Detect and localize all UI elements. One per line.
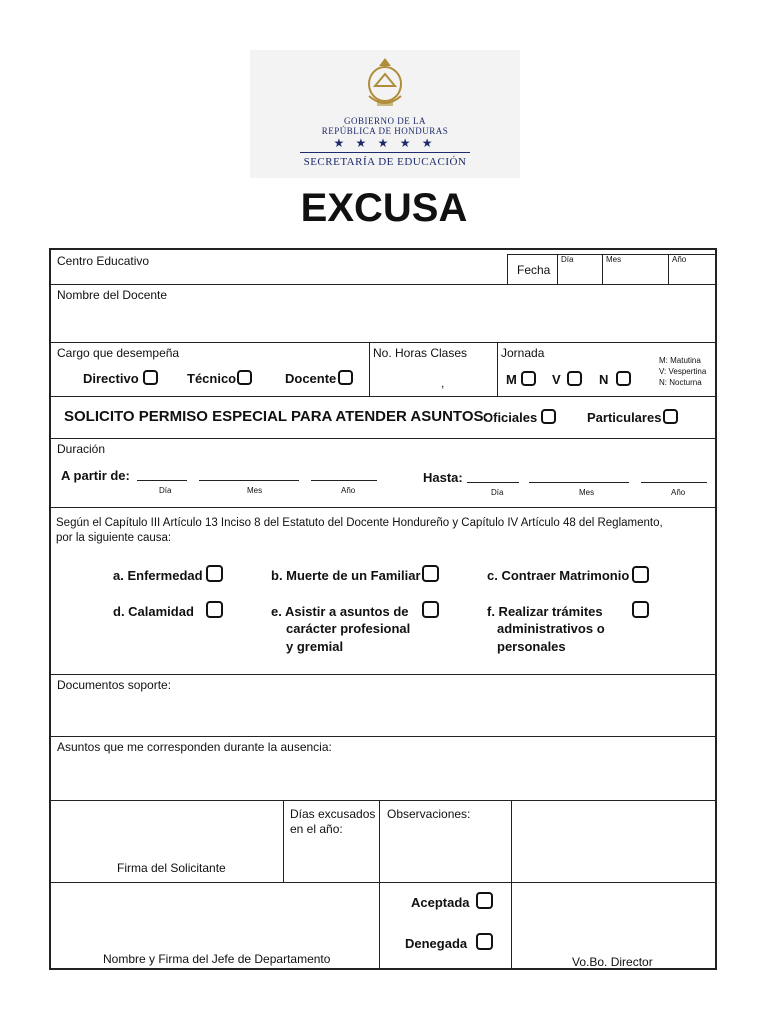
causa-tramites-label-3: personales	[497, 639, 566, 654]
causa-asuntos-checkbox[interactable]	[422, 601, 439, 618]
hasta-label: Hasta:	[423, 470, 463, 485]
divider	[283, 800, 284, 882]
asuntos-ausencia-field[interactable]	[57, 758, 707, 796]
hasta-mes-label: Mes	[579, 488, 595, 497]
hasta-dia-label: Día	[491, 488, 504, 497]
jornada-n-label: N	[599, 372, 609, 387]
excusa-form	[49, 248, 717, 970]
legend-vespertina: V: Vespertina	[659, 367, 707, 376]
aceptada-checkbox[interactable]	[476, 892, 493, 909]
causa-calamidad-checkbox[interactable]	[206, 601, 223, 618]
fecha-mes-field[interactable]	[606, 266, 666, 282]
causa-tramites-checkbox[interactable]	[632, 601, 649, 618]
dias-excusados-label-1: Días excusados	[290, 807, 376, 821]
desde-dia-field[interactable]	[137, 480, 187, 481]
coat-of-arms-icon	[363, 56, 407, 112]
particulares-label: Particulares	[587, 410, 662, 425]
causa-asuntos-label-3: y gremial	[286, 639, 344, 654]
jornada-m-label: M	[506, 372, 517, 387]
observaciones-label: Observaciones:	[387, 807, 471, 821]
divider	[51, 284, 717, 285]
fecha-anio-label: Año	[672, 255, 687, 264]
solicito-heading: SOLICITO PERMISO ESPECIAL PARA ATENDER ASUNTOS:	[64, 408, 489, 425]
articulo-text-line2: por la siguiente causa:	[56, 532, 172, 544]
nombre-docente-field[interactable]	[57, 306, 707, 338]
causa-enfermedad-label: a. Enfermedad	[113, 568, 203, 583]
stars-icon: ★ ★ ★ ★ ★	[333, 136, 437, 150]
divider	[668, 254, 669, 284]
docente-checkbox[interactable]	[338, 370, 353, 385]
divider	[602, 254, 603, 284]
documentos-soporte-label: Documentos soporte:	[57, 678, 172, 692]
legend-matutina: M: Matutina	[659, 356, 701, 365]
hasta-anio-label: Año	[671, 488, 686, 497]
divider	[51, 438, 717, 439]
causa-muerte-checkbox[interactable]	[422, 565, 439, 582]
divider	[51, 882, 717, 883]
hasta-dia-field[interactable]	[467, 482, 519, 483]
observaciones-field[interactable]	[387, 826, 507, 878]
dias-excusados-label-2: en el año:	[290, 822, 343, 836]
desde-anio-field[interactable]	[311, 480, 377, 481]
particulares-checkbox[interactable]	[663, 409, 678, 424]
causa-asuntos-label-2: carácter profesional	[286, 621, 411, 636]
divider	[557, 254, 558, 284]
nombre-docente-label: Nombre del Docente	[57, 288, 168, 302]
logo-divider	[300, 152, 470, 153]
tecnico-checkbox[interactable]	[237, 370, 252, 385]
directivo-checkbox[interactable]	[143, 370, 158, 385]
causa-enfermedad-checkbox[interactable]	[206, 565, 223, 582]
divider	[379, 800, 380, 970]
causa-matrimonio-label: c. Contraer Matrimonio	[487, 568, 630, 583]
jornada-v-label: V	[552, 372, 561, 387]
horas-clases-value[interactable]: ,	[441, 376, 445, 390]
vobo-director-label: Vo.Bo. Director	[572, 955, 653, 969]
articulo-text-line1: Según el Capítulo III Artículo 13 Inciso 8 del Estatuto del Docente Hondureño y Capítulo IV Artículo 48 del Reglamento,	[56, 517, 663, 529]
page-title: EXCUSA	[300, 186, 468, 230]
divider	[511, 800, 512, 970]
causa-tramites-label-1: f. Realizar trámites	[487, 604, 603, 619]
jefe-departamento-label: Nombre y Firma del Jefe de Departamento	[103, 952, 331, 966]
causa-tramites-label-2: administrativos o	[497, 621, 605, 636]
causa-matrimonio-checkbox[interactable]	[632, 566, 649, 583]
jornada-m-checkbox[interactable]	[521, 371, 536, 386]
directivo-label: Directivo	[83, 371, 139, 386]
divider	[51, 396, 717, 397]
hasta-anio-field[interactable]	[641, 482, 707, 483]
jornada-label: Jornada	[501, 346, 545, 360]
secretaria-label: SECRETARÍA DE EDUCACIÓN	[303, 156, 467, 168]
aceptada-label: Aceptada	[411, 895, 470, 910]
denegada-label: Denegada	[405, 936, 468, 951]
duracion-label: Duración	[57, 442, 106, 456]
fecha-label: Fecha	[517, 263, 551, 277]
divider	[51, 507, 717, 508]
jornada-v-checkbox[interactable]	[567, 371, 582, 386]
oficiales-checkbox[interactable]	[541, 409, 556, 424]
causa-asuntos-label-1: e. Asistir a asuntos de	[271, 604, 409, 619]
tecnico-label: Técnico	[187, 371, 237, 386]
docente-label: Docente	[285, 371, 337, 386]
divider	[51, 342, 717, 343]
jornada-n-checkbox[interactable]	[616, 371, 631, 386]
divider	[51, 674, 717, 675]
horas-clases-label: No. Horas Clases	[373, 346, 468, 360]
fecha-dia-label: Día	[561, 255, 574, 264]
centro-educativo-label: Centro Educativo	[57, 254, 150, 268]
desde-mes-label: Mes	[247, 486, 263, 495]
hasta-mes-field[interactable]	[529, 482, 629, 483]
cargo-label: Cargo que desempeña	[57, 346, 180, 360]
desde-dia-label: Día	[159, 486, 172, 495]
oficiales-label: Oficiales	[483, 410, 538, 425]
divider	[507, 254, 508, 284]
documentos-soporte-field[interactable]	[57, 696, 707, 732]
government-logo	[250, 50, 520, 178]
divider	[497, 342, 498, 396]
asuntos-ausencia-label: Asuntos que me corresponden durante la ausencia:	[57, 740, 332, 754]
fecha-mes-label: Mes	[606, 255, 622, 264]
desde-anio-label: Año	[341, 486, 356, 495]
causa-calamidad-label: d. Calamidad	[113, 604, 194, 619]
fecha-anio-field[interactable]	[672, 266, 714, 282]
divider	[51, 800, 717, 801]
firma-solicitante-label: Firma del Solicitante	[117, 861, 226, 875]
desde-mes-field[interactable]	[199, 480, 299, 481]
divider	[51, 736, 717, 737]
firma-solicitante-field[interactable]	[55, 806, 279, 862]
causa-muerte-label: b. Muerte de un Familiar	[271, 568, 421, 583]
fecha-dia-field[interactable]	[561, 266, 601, 282]
gov-line1: GOBIERNO DE LA	[344, 116, 426, 126]
denegada-checkbox[interactable]	[476, 933, 493, 950]
legend-nocturna: N: Nocturna	[659, 378, 702, 387]
divider	[369, 342, 370, 396]
a-partir-label: A partir de:	[61, 468, 130, 483]
gov-line2: REPÚBLICA DE HONDURAS	[321, 126, 449, 136]
